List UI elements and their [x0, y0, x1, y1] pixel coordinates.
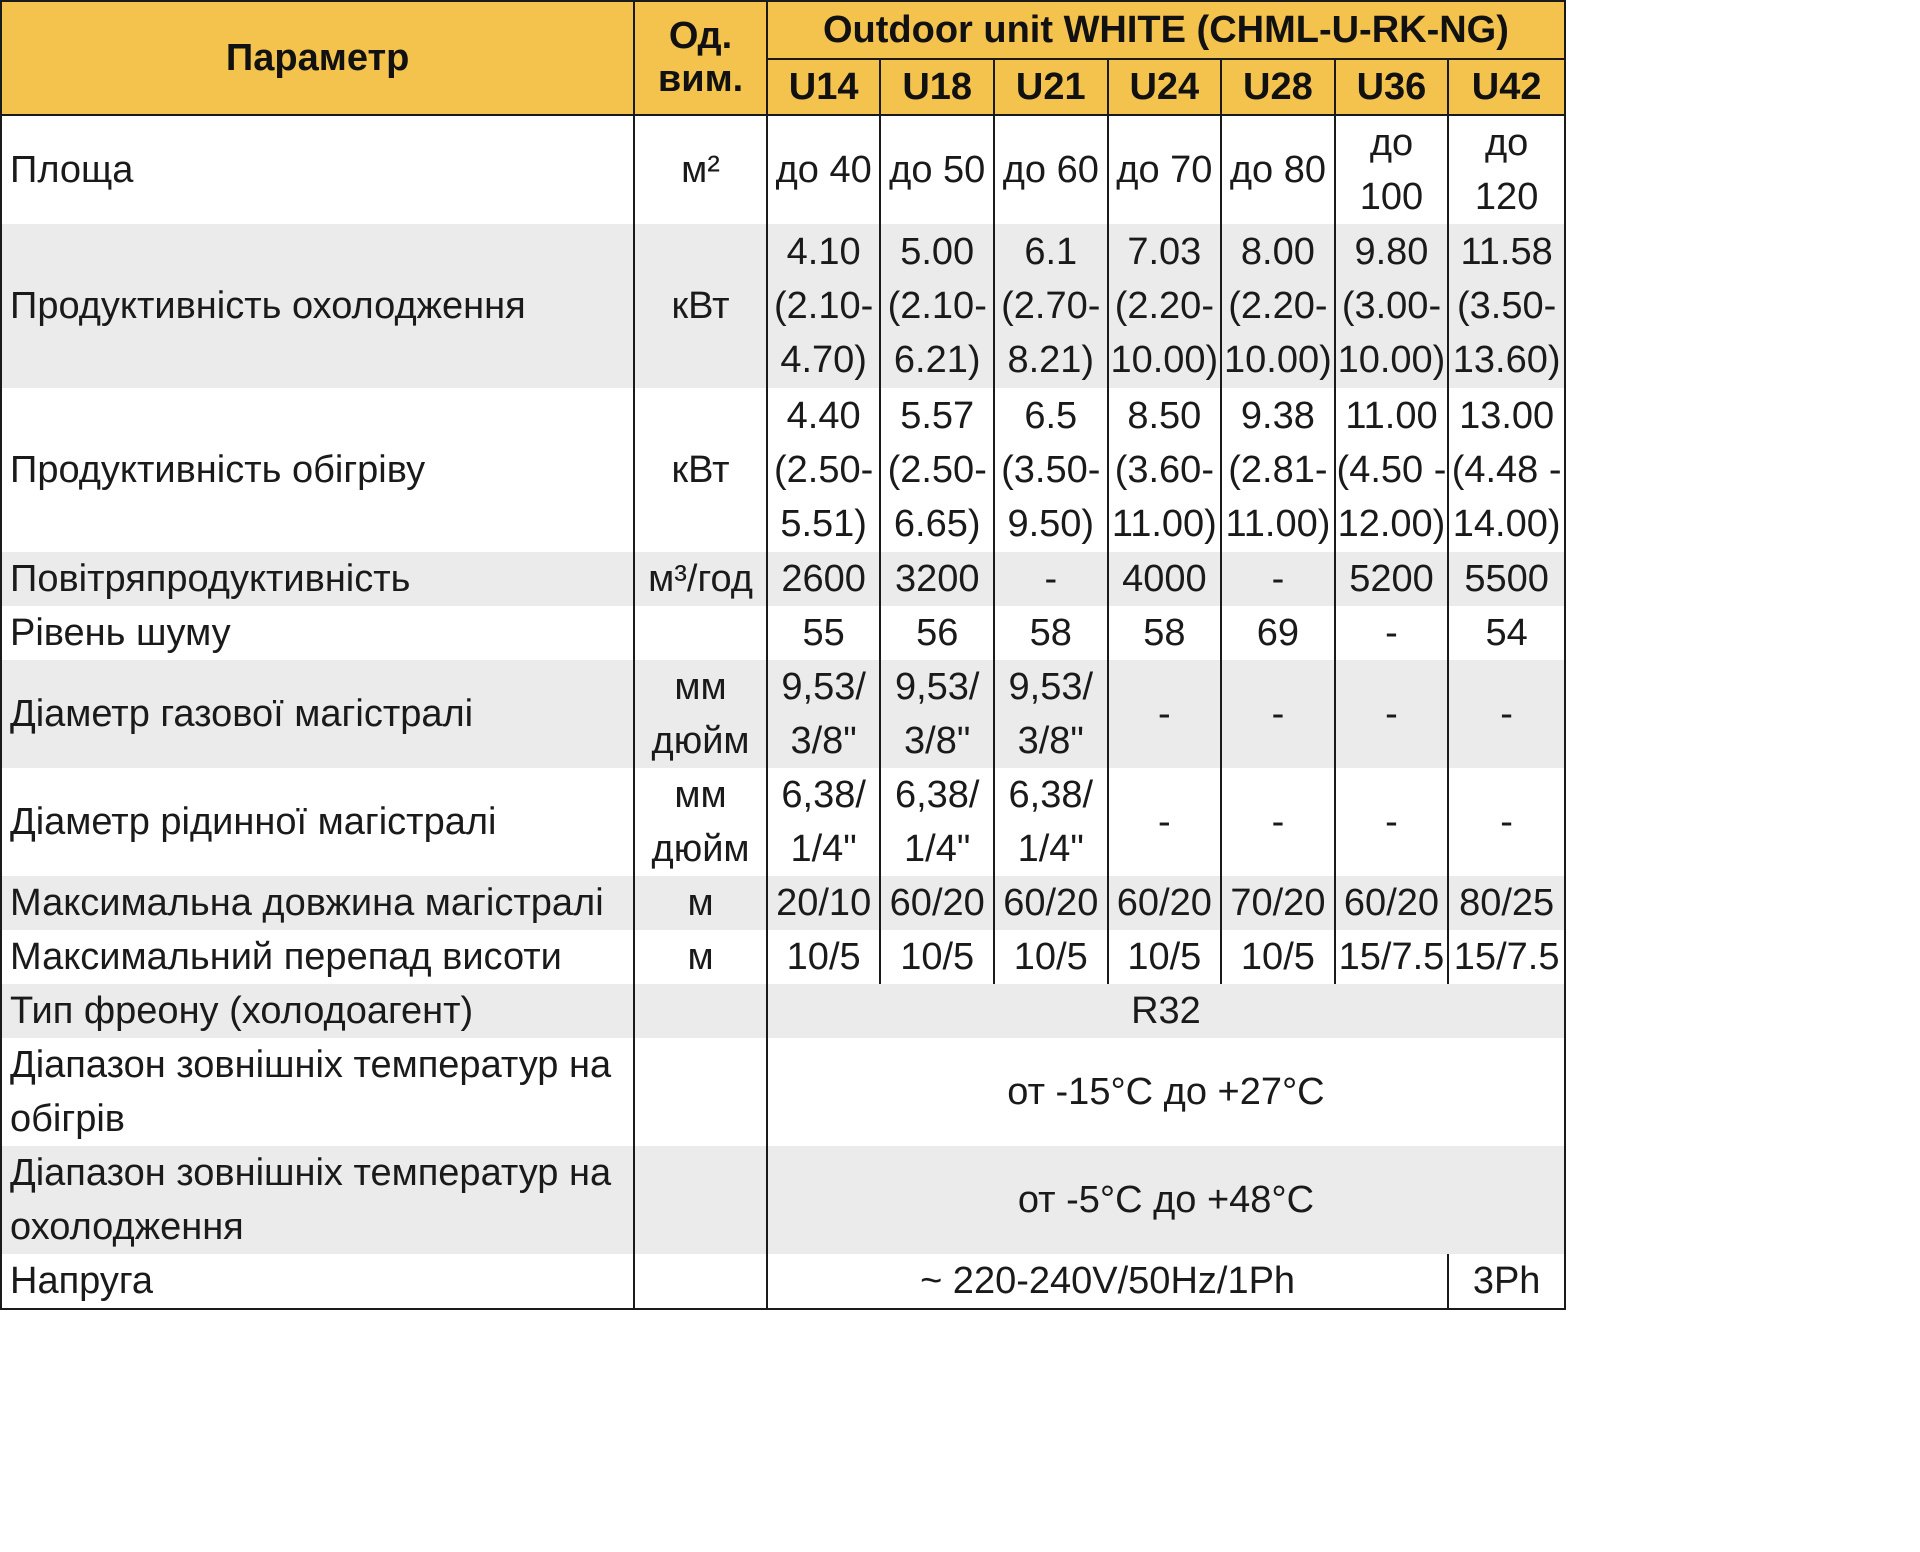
value-cell: -: [1335, 660, 1449, 768]
value-line: 8.50: [1127, 395, 1202, 437]
value-cell: [767, 224, 881, 388]
param-cell: Продуктивність охолодження: [1, 224, 634, 388]
value-line: 8.21): [1007, 339, 1095, 381]
param-cell: Максимальна довжина магістралі: [1, 876, 634, 930]
table-body: [1, 115, 1565, 1309]
header-group-title: Outdoor unit WHITE (CHML-U-RK-NG): [767, 1, 1565, 59]
param-cell: [1, 1038, 634, 1146]
param-cell: Діаметр рідинної магістралі: [1, 768, 634, 876]
header-unit-line-2: вим.: [657, 58, 744, 100]
value-cell: 10/5: [786, 936, 861, 978]
model-header-u36: U36: [1335, 59, 1449, 115]
value-cell: -: [1448, 660, 1565, 768]
value-cell: до 50: [880, 115, 994, 224]
value-line: 12.00): [1337, 503, 1446, 545]
merged-value-cell: от -15°С до +27°С: [1007, 1071, 1325, 1113]
value-cell: [1335, 388, 1449, 552]
value-cell: 55: [802, 612, 845, 654]
value-cell: 54: [1448, 606, 1565, 660]
value-line: 6.65): [893, 503, 981, 545]
value-cell: 70/20: [1221, 876, 1335, 930]
value-line: 1/4": [1017, 828, 1084, 870]
value-cell: [1108, 388, 1222, 552]
value-line: 4.70): [780, 339, 867, 381]
value-cell: [880, 224, 994, 388]
value-cell: -: [1108, 660, 1222, 768]
param-cell: Продуктивність обігріву: [1, 388, 634, 552]
param-cell: Діаметр газової магістралі: [1, 660, 634, 768]
value-line: 11.00): [1225, 503, 1331, 545]
value-cell: до 40: [775, 149, 872, 191]
unit-cell: [634, 660, 767, 768]
value-line: (3.00-: [1341, 285, 1442, 327]
value-line: 5.57: [900, 395, 975, 437]
value-line: (2.70-: [1001, 285, 1101, 327]
table-row: [1, 224, 1565, 388]
value-cell: -: [1108, 768, 1222, 876]
value-cell: 10/5: [1108, 930, 1222, 984]
unit-cell: м²: [634, 115, 767, 224]
header-unit-line-1: Од.: [668, 15, 733, 57]
table-row: [1, 876, 1565, 930]
unit-cell: м³/год: [634, 552, 767, 606]
merged-value-cell: ~ 220-240V/50Hz/1Ph: [920, 1260, 1296, 1302]
value-line: (2.50-: [887, 449, 987, 491]
value-line: 9,53/: [894, 666, 980, 708]
value-cell: 60/20: [1335, 876, 1449, 930]
value-cell: [880, 660, 994, 768]
value-line: 11.00): [1111, 503, 1217, 545]
table-row: [1, 606, 1565, 660]
value-cell: 58: [994, 606, 1108, 660]
unit-cell: [634, 984, 767, 1038]
param-cell: Площа: [1, 115, 634, 224]
table-row: [1, 388, 1565, 552]
value-cell: [1448, 224, 1565, 388]
value-cell: 60/20: [994, 876, 1108, 930]
model-header-u18: U18: [880, 59, 994, 115]
value-cell: [767, 388, 881, 552]
value-cell: [994, 660, 1108, 768]
value-line: 6,38/: [1008, 774, 1094, 816]
table-row: [1, 552, 1565, 606]
value-cell: до 60: [994, 115, 1108, 224]
param-cell: Повітряпродуктивність: [1, 552, 634, 606]
value-cell: 10/5: [994, 930, 1108, 984]
value-line: 9.50): [1007, 503, 1095, 545]
value-line: 6.21): [893, 339, 981, 381]
value-cell: -: [1335, 768, 1449, 876]
unit-cell: кВт: [634, 388, 767, 552]
value-cell: 5500: [1448, 552, 1565, 606]
value-cell: [1221, 224, 1335, 388]
value-line: (2.81-: [1228, 449, 1328, 491]
value-cell: 69: [1221, 606, 1335, 660]
value-cell: 5200: [1335, 552, 1449, 606]
value-cell: 56: [880, 606, 994, 660]
value-line: 9.38: [1240, 395, 1315, 437]
value-cell: 58: [1108, 606, 1222, 660]
unit-cell: [634, 1146, 767, 1254]
value-line: 9,53/: [1008, 666, 1094, 708]
value-line: 5.00: [900, 231, 975, 273]
model-header-u21: U21: [994, 59, 1108, 115]
value-line: (4.48 -: [1451, 449, 1562, 491]
param-cell: Рівень шуму: [1, 606, 634, 660]
value-cell: 2600: [767, 552, 881, 606]
value-cell: -: [994, 552, 1108, 606]
unit-cell: [634, 1038, 767, 1146]
value-cell: [880, 388, 994, 552]
value-cell: [994, 224, 1108, 388]
value-cell: [994, 768, 1108, 876]
value-line: (4.50 -: [1336, 449, 1447, 491]
value-cell: -: [1335, 606, 1449, 660]
value-line: 6.1: [1024, 231, 1078, 273]
merged-value-cell: от -5°С до +48°С: [767, 1146, 1565, 1254]
model-header-u28: U28: [1221, 59, 1335, 115]
table-row: [1, 1038, 1565, 1146]
value-cell: 60/20: [880, 876, 994, 930]
table-row: [1, 930, 1565, 984]
table-row: [1, 115, 1565, 224]
value-line: 3/8": [790, 720, 857, 762]
value-cell: до 120: [1448, 115, 1565, 224]
param-line: Діапазон зовнішніх температур на: [10, 1044, 612, 1086]
value-line: (2.20-: [1228, 285, 1328, 327]
model-header-u42: U42: [1448, 59, 1565, 115]
value-cell: 20/10: [767, 876, 881, 930]
unit-cell: м: [634, 876, 767, 930]
value-line: (2.20-: [1114, 285, 1214, 327]
table-row: [1, 660, 1565, 768]
value-cell: -: [1221, 660, 1335, 768]
param-line: Діапазон зовнішніх температур на: [10, 1152, 612, 1194]
value-line: 13.60): [1452, 339, 1561, 381]
value-cell: -: [1221, 552, 1335, 606]
model-header-u14: U14: [767, 59, 881, 115]
value-cell: 10/5: [880, 930, 994, 984]
value-line: 1/4": [790, 828, 857, 870]
unit-cell: [634, 1254, 767, 1309]
value-line: 10.00): [1110, 339, 1219, 381]
value-line: (2.50-: [774, 449, 874, 491]
header-param: Параметр: [1, 1, 634, 115]
value-cell: -: [1448, 768, 1565, 876]
value-cell: до 100: [1335, 115, 1449, 224]
value-line: 5.51): [780, 503, 867, 545]
value-line: 10.00): [1337, 339, 1446, 381]
unit-cell: м: [634, 930, 767, 984]
value-cell: [1448, 388, 1565, 552]
param-cell: [1, 1146, 634, 1254]
value-cell: [767, 660, 881, 768]
value-line: 6,38/: [781, 774, 866, 816]
unit-cell: [634, 606, 767, 660]
value-line: 6.5: [1024, 395, 1078, 437]
value-cell: 10/5: [1221, 930, 1335, 984]
value-line: 4.40: [786, 395, 861, 437]
model-header-u24: U24: [1108, 59, 1222, 115]
value-cell: [880, 768, 994, 876]
value-cell: 15/7.5: [1448, 930, 1565, 984]
table-row: [1, 1146, 1565, 1254]
merged-value-cell: R32: [767, 984, 1565, 1038]
unit-line: мм: [674, 666, 727, 708]
value-cell: -: [1221, 768, 1335, 876]
param-line: обігрів: [10, 1098, 125, 1140]
value-cell: [994, 388, 1108, 552]
header-unit: [634, 1, 767, 115]
value-line: 1/4": [904, 828, 971, 870]
value-line: 6,38/: [894, 774, 980, 816]
param-cell: Тип фреону (холодоагент): [1, 984, 634, 1038]
value-line: 9.80: [1354, 231, 1429, 273]
value-cell: 60/20: [1108, 876, 1222, 930]
value-line: (2.10-: [887, 285, 987, 327]
param-line: охолодження: [10, 1206, 244, 1248]
value-cell: 80/25: [1448, 876, 1565, 930]
value-cell: до 80: [1221, 115, 1335, 224]
value-cell: [1335, 224, 1449, 388]
value-cell: [1221, 388, 1335, 552]
param-cell: Напруга: [1, 1254, 634, 1309]
unit-line: дюйм: [651, 828, 750, 870]
value-cell: 15/7.5: [1335, 930, 1449, 984]
value-line: 10.00): [1224, 339, 1332, 381]
value-line: 7.03: [1127, 231, 1202, 273]
value-line: (3.50-: [1456, 285, 1557, 327]
unit-line: мм: [674, 774, 727, 816]
table-row: [1, 1254, 1565, 1309]
value-line: 9,53/: [781, 666, 866, 708]
value-line: (2.10-: [774, 285, 874, 327]
value-cell: 3200: [880, 552, 994, 606]
value-cell: до 70: [1108, 115, 1222, 224]
value-cell: [767, 768, 881, 876]
value-line: 11.00: [1345, 395, 1438, 437]
table-row: [1, 768, 1565, 876]
unit-line: дюйм: [651, 720, 750, 762]
value-line: 13.00: [1459, 395, 1555, 437]
value-line: 8.00: [1240, 231, 1315, 273]
value-cell: 3Ph: [1448, 1254, 1565, 1309]
value-line: (3.60-: [1114, 449, 1214, 491]
param-cell: Максимальний перепад висоти: [1, 930, 634, 984]
unit-cell: [634, 768, 767, 876]
table-row: [1, 984, 1565, 1038]
value-line: 4.10: [786, 231, 861, 273]
value-line: 14.00): [1452, 503, 1561, 545]
value-cell: 4000: [1108, 552, 1222, 606]
value-line: 3/8": [1017, 720, 1084, 762]
value-line: (3.50-: [1001, 449, 1101, 491]
value-line: 11.58: [1460, 231, 1553, 273]
unit-cell: кВт: [634, 224, 767, 388]
value-cell: [1108, 224, 1222, 388]
value-line: 3/8": [904, 720, 971, 762]
